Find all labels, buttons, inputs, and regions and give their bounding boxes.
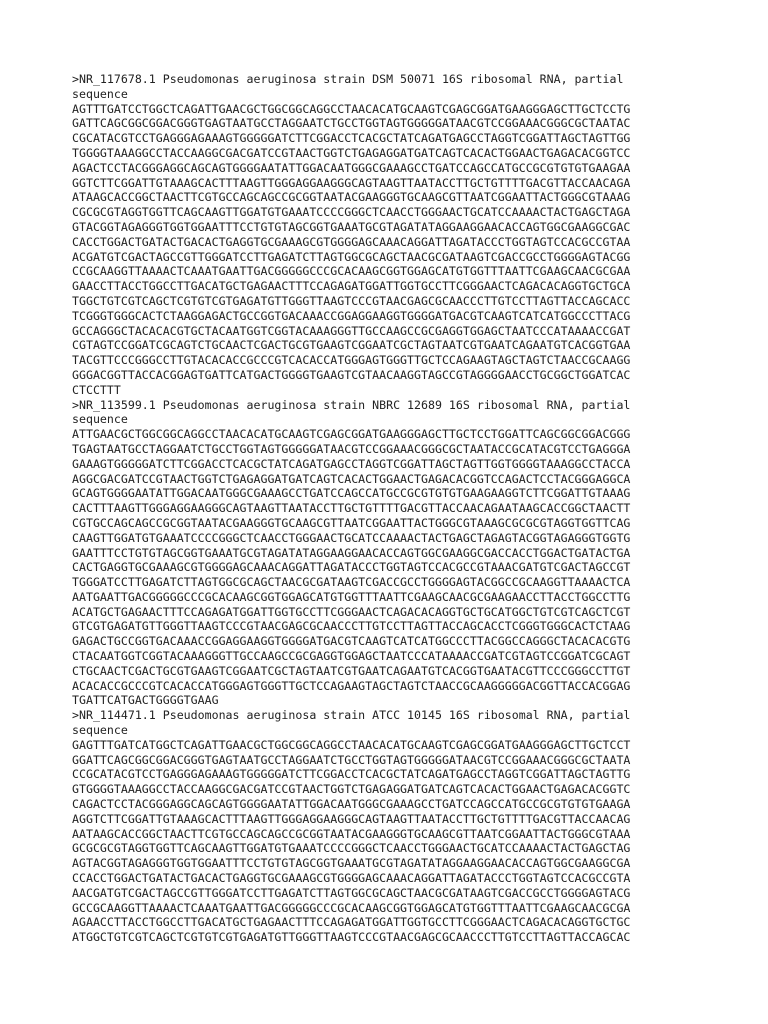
sequence-line: GTGGGGTAAAGGCCTACCAAGGCGACGATCCGTAACTGGTCTGAGAGGATGATCAGTCACACTGGAACTGAGACACGGTC [72, 782, 631, 797]
fasta-document [72, 72, 692, 945]
sequence-line: TGGCTGTCGTCAGCTCGTGTCGTGAGATGTTGGGTTAAGTCCCGTAACGAGCGCAACCCTTGTCCTTAGTTACCAGCACC [72, 293, 631, 308]
sequence-line: ACATGCTGAGAACTTTCCAGAGATGGATTGGTGCCTTCGGGAACTCAGACACAGGTGCTGCATGGCTGTCGTCAGCTCGT [72, 604, 631, 619]
sequence-line: GGGACGGTTACCACGGAGTGATTCATGACTGGGGTGAAGTCGTAACAAGGTAGCCGTAGGGGAACCTGCGGCTGGATCAC [72, 367, 631, 382]
fasta-record [72, 72, 692, 398]
sequence-line: GCCGCAAGGTTAAAACTCAAATGAATTGACGGGGGCCCGCACAAGCGGTGGAGCATGTGGTTTAATTCGAAGCAACGCGA [72, 900, 631, 915]
sequence-line: AATGAATTGACGGGGGCCCGCACAAGCGGTGGAGCATGTGGTTTAATTCGAAGCAACGCGAAGAACCTTACCTGGCCTTG [72, 589, 631, 604]
sequence-line: CTCCTTT [72, 382, 121, 397]
sequence-line: GAATTTCCTGTGTAGCGGTGAAATGCGTAGATATAGGAAGGAACACCAGTGGCGAAGGCGACCACCTGGACTGATACTGA [72, 545, 631, 560]
record-header-line: >NR_117678.1 Pseudomonas aeruginosa strain DSM 50071 16S ribosomal RNA, partial [72, 72, 624, 86]
sequence-line: GAAAGTGGGGGATCTTCGGACCTCACGCTATCAGATGAGCCTAGGTCGGATTAGCTAGTTGGTGGGGTAAAGGCCTACCA [72, 456, 631, 471]
record-header-line: sequence [72, 412, 128, 427]
sequence-line: AGTACGGTAGAGGGTGGTGGAATTTCCTGTGTAGCGGTGAAATGCGTAGATATAGGAAGGAACACCAGTGGCGAAGGCGA [72, 856, 631, 871]
sequence-line: TGGGATCCTTGAGATCTTAGTGGCGCAGCTAACGCGATAAGTCGACCGCCTGGGGAGTACGGCCGCAAGGTTAAAACTCA [72, 575, 631, 590]
sequence-line: AGACTCCTACGGGAGGCAGCAGTGGGGAATATTGGACAATGGGCGAAAGCCTGATCCAGCCATGCCGCGTGTGTGAAGAA [72, 160, 631, 175]
sequence-line: CAAGTTGGATGTGAAATCCCCGGGCTCAACCTGGGAACTGCATCCAAAACTACTGAGCTAGAGTACGGTAGAGGGTGGTG [72, 530, 631, 545]
sequence-line: ACACACCGCCCGTCACACCATGGGAGTGGGTTGCTCCAGAAGTAGCTAGTCTAACCGCAAGGGGGACGGTTACCACGGAG [72, 678, 631, 693]
sequence-line: TGAGTAATGCCTAGGAATCTGCCTGGTAGTGGGGGATAACGTCCGGAAACGGGCGCTAATACCGCATACGTCCTGAGGGA [72, 441, 631, 456]
sequence-line: AACGATGTCGACTAGCCGTTGGGATCCTTGAGATCTTAGTGGCGCAGCTAACGCGATAAGTCGACCGCCTGGGGAGTACG [72, 885, 631, 900]
sequence-line: TCGGGTGGGCACTCTAAGGAGACTGCCGGTGACAAACCGGAGGAAGGTGGGGATGACGTCAAGTCATCATGGCCCTTACG [72, 308, 631, 323]
record-header-line: >NR_114471.1 Pseudomonas aeruginosa strain ATCC 10145 16S ribosomal RNA, partial [72, 708, 631, 723]
sequence-line: GAACCTTACCTGGCCTTGACATGCTGAGAACTTTCCAGAGATGGATTGGTGCCTTCGGGAACTCAGACACAGGTGCTGCA [72, 279, 631, 294]
sequence-line: CACTGAGGTGCGAAAGCGTGGGGAGCAAACAGGATTAGATACCCTGGTAGTCCACGCCGTAAACGATGTCGACTAGCCGT [72, 560, 631, 575]
sequence-line: TACGTTCCCGGGCCTTGTACACACCGCCCGTCACACCATGGGAGTGGGTTGCTCCAGAAGTAGCTAGTCTAACCGCAAGG [72, 353, 631, 368]
sequence-line: CACTTTAAGTTGGGAGGAAGGGCAGTAAGTTAATACCTTGCTGTTTTGACGTTACCAACAGAATAAGCACCGGCTAACTT [72, 501, 631, 516]
sequence-line: AGAACCTTACCTGGCCTTGACATGCTGAGAACTTTCCAGAGATGGATTGGTGCCTTCGGGAACTCAGACACAGGTGCTGC [72, 915, 631, 930]
sequence-line: CAGACTCCTACGGGAGGCAGCAGTGGGGAATATTGGACAATGGGCGAAAGCCTGATCCAGCCATGCCGCGTGTGTGAAGA [72, 797, 631, 812]
sequence-line: AGTTTGATCCTGGCTCAGATTGAACGCTGGCGGCAGGCCTAACACATGCAAGTCGAGCGGATGAAGGGAGCTTGCTCCTG [72, 101, 631, 116]
sequence-line: ATAAGCACCGGCTAACTTCGTGCCAGCAGCCGCGGTAATACGAAGGGTGCAAGCGTTAATCGGAATTACTGGGCGTAAAG [72, 190, 631, 205]
sequence-line: GGTCTTCGGATTGTAAAGCACTTTAAGTTGGGAGGAAGGGCAGTAAGTTAATACCTTGCTGTTTTGACGTTACCAACAGA [72, 175, 631, 190]
sequence-line: GCAGTGGGGAATATTGGACAATGGGCGAAAGCCTGATCCAGCCATGCCGCGTGTGTGAAGAAGGTCTTCGGATTGTAAAG [72, 486, 631, 501]
sequence-line: CGCGCGTAGGTGGTTCAGCAAGTTGGATGTGAAATCCCCGGGCTCAACCTGGGAACTGCATCCAAAACTACTGAGCTAGA [72, 205, 631, 220]
sequence-line: AATAAGCACCGGCTAACTTCGTGCCAGCAGCCGCGGTAATACGAAGGGTGCAAGCGTTAATCGGAATTACTGGGCGTAAA [72, 826, 631, 841]
sequence-line: GCGCGCGTAGGTGGTTCAGCAAGTTGGATGTGAAATCCCCGGGCTCAACCTGGGAACTGCATCCAAAACTACTGAGCTAG [72, 841, 631, 856]
record-header-line: sequence [72, 723, 128, 738]
sequence-line: GTCGTGAGATGTTGGGTTAAGTCCCGTAACGAGCGCAACCCTTGTCCTTAGTTACCAGCACCTCGGGTGGGCACTCTAAG [72, 619, 631, 634]
sequence-line: CGTAGTCCGGATCGCAGTCTGCAACTCGACTGCGTGAAGTCGGAATCGCTAGTAATCGTGAATCAGAATGTCACGGTGAA [72, 338, 631, 353]
sequence-line: GTACGGTAGAGGGTGGTGGAATTTCCTGTGTAGCGGTGAAATGCGTAGATATAGGAAGGAACACCAGTGGCGAAGGCGAC [72, 219, 631, 234]
sequence-line: ATGGCTGTCGTCAGCTCGTGTCGTGAGATGTTGGGTTAAGTCCCGTAACGAGCGCAACCCTTGTCCTTAGTTACCAGCAC [72, 930, 631, 945]
sequence-line: AGGCGACGATCCGTAACTGGTCTGAGAGGATGATCAGTCACACTGGAACTGAGACACGGTCCAGACTCCTACGGGAGGCA [72, 471, 631, 486]
sequence-line: CGCATACGTCCTGAGGGAGAAAGTGGGGGATCTTCGGACCTCACGCTATCAGATGAGCCTAGGTCGGATTAGCTAGTTGG [72, 131, 631, 146]
sequence-line: TGGGGTAAAGGCCTACCAAGGCGACGATCCGTAACTGGTCTGAGAGGATGATCAGTCACACTGGAACTGAGACACGGTCC [72, 145, 631, 160]
record-header-line: sequence [72, 86, 128, 101]
sequence-line: GAGACTGCCGGTGACAAACCGGAGGAAGGTGGGGATGACGTCAAGTCATCATGGCCCTTACGGCCAGGGCTACACACGTG [72, 634, 631, 649]
sequence-line: CCACCTGGACTGATACTGACACTGAGGTGCGAAAGCGTGGGGAGCAAACAGGATTAGATACCCTGGTAGTCCACGCCGTA [72, 871, 631, 886]
sequence-line: AGGTCTTCGGATTGTAAAGCACTTTAAGTTGGGAGGAAGGGCAGTAAGTTAATACCTTGCTGTTTTGACGTTACCAACAG [72, 811, 631, 826]
sequence-line: GGATTCAGCGGCGGACGGGTGAGTAATGCCTAGGAATCTGCCTGGTAGTGGGGGATAACGTCCGGAAACGGGCGCTAATA [72, 752, 631, 767]
sequence-line: GATTCAGCGGCGGACGGGTGAGTAATGCCTAGGAATCTGCCTGGTAGTGGGGGATAACGTCCGGAAACGGGCGCTAATAC [72, 116, 631, 131]
sequence-line: TGATTCATGACTGGGGTGAAG [72, 693, 219, 708]
sequence-line: ACGATGTCGACTAGCCGTTGGGATCCTTGAGATCTTAGTGGCGCAGCTAACGCGATAAGTCGACCGCCTGGGGAGTACGG [72, 249, 631, 264]
sequence-line: CCGCAAGGTTAAAACTCAAATGAATTGACGGGGGCCCGCACAAGCGGTGGAGCATGTGGTTTAATTCGAAGCAACGCGAA [72, 264, 631, 279]
fasta-record [72, 398, 692, 709]
sequence-line: CCGCATACGTCCTGAGGGAGAAAGTGGGGGATCTTCGGACCTCACGCTATCAGATGAGCCTAGGTCGGATTAGCTAGTTG [72, 767, 631, 782]
sequence-line: ATTGAACGCTGGCGGCAGGCCTAACACATGCAAGTCGAGCGGATGAAGGGAGCTTGCTCCTGGATTCAGCGGCGGACGGG [72, 427, 631, 442]
sequence-line: GAGTTTGATCATGGCTCAGATTGAACGCTGGCGGCAGGCCTAACACATGCAAGTCGAGCGGATGAAGGGAGCTTGCTCCT [72, 737, 631, 752]
sequence-line: CTACAATGGTCGGTACAAAGGGTTGCCAAGCCGCGAGGTGGAGCTAATCCCATAAAACCGATCGTAGTCCGGATCGCAGT [72, 649, 631, 664]
sequence-line: CGTGCCAGCAGCCGCGGTAATACGAAGGGTGCAAGCGTTAATCGGAATTACTGGGCGTAAAGCGCGCGTAGGTGGTTCAG [72, 515, 631, 530]
sequence-line: CTGCAACTCGACTGCGTGAAGTCGGAATCGCTAGTAATCGTGAATCAGAATGTCACGGTGAATACGTTCCCGGGCCTTGT [72, 663, 631, 678]
sequence-line: GCCAGGGCTACACACGTGCTACAATGGTCGGTACAAAGGGTTGCCAAGCCGCGAGGTGGAGCTAATCCCATAAAACCGAT [72, 323, 631, 338]
fasta-record [72, 708, 692, 945]
record-header-line: >NR_113599.1 Pseudomonas aeruginosa strain NBRC 12689 16S ribosomal RNA, partial [72, 397, 631, 412]
sequence-line: CACCTGGACTGATACTGACACTGAGGTGCGAAAGCGTGGGGAGCAAACAGGATTAGATACCCTGGTAGTCCACGCCGTAA [72, 234, 631, 249]
